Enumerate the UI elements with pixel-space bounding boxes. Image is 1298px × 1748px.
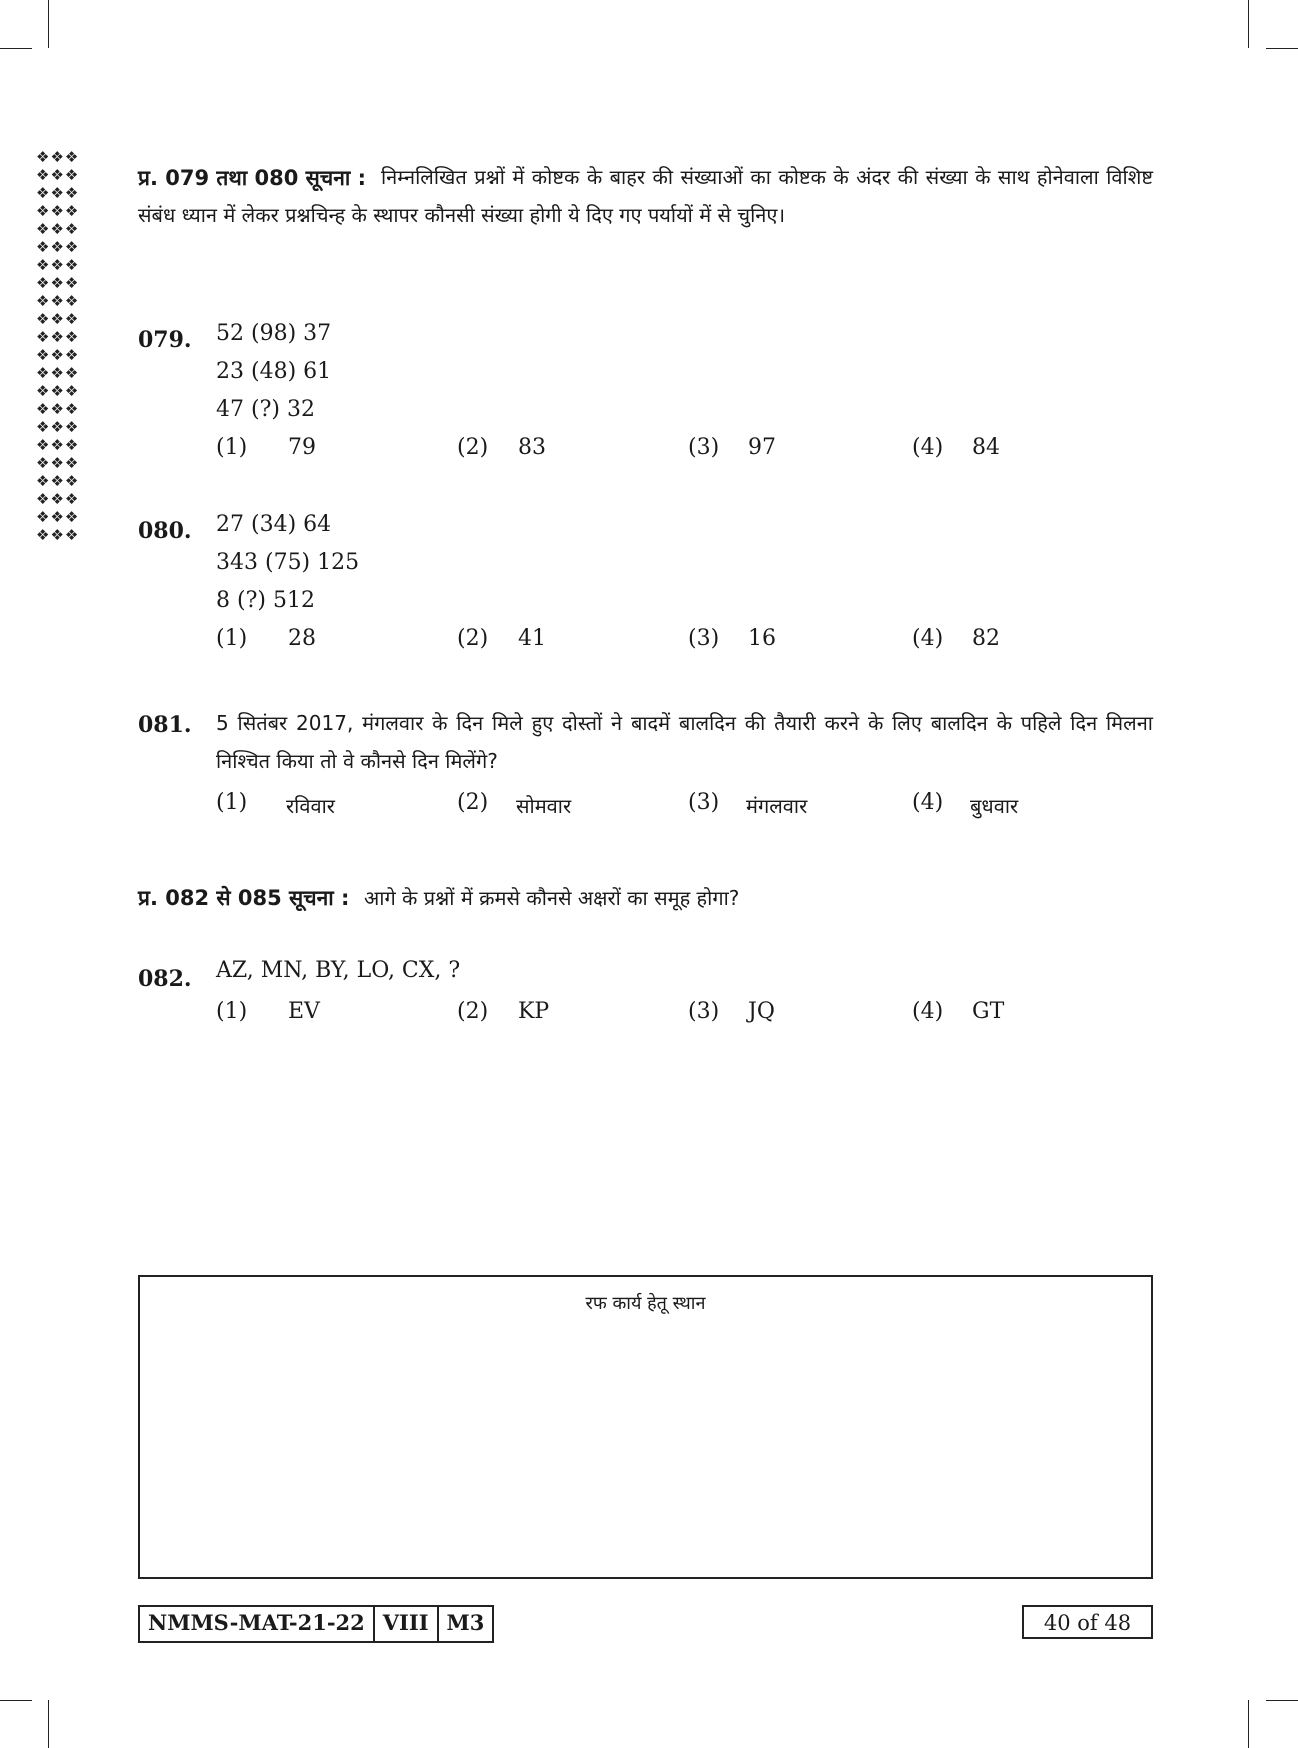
option-value: सोमवार xyxy=(516,794,572,818)
crop-mark xyxy=(1266,48,1298,49)
option-value: मंगलवार xyxy=(746,794,808,818)
option-value: 82 xyxy=(972,626,1000,651)
option-number: (2) xyxy=(457,435,489,460)
paper-code: NMMS-MAT-21-22 xyxy=(140,1607,375,1641)
question-number: 080. xyxy=(138,518,192,544)
option-number: (1) xyxy=(216,435,248,460)
note-body-text: आगे के प्रश्नों में क्रमसे कौनसे अक्षरों का समूह होगा? xyxy=(364,886,740,910)
option-number: (4) xyxy=(912,626,944,651)
note-body-text: निम्नलिखित प्रश्नों में कोष्टक के बाहर की संख्याओं का कोष्टक के अंदर की संख्या के साथ होनेवाला विशिष्ट संबंध ध्यान में लेकर प्रश्नचिन्ह के स्थापर कौनसी संख्या होगी ये दिए गए पर्यायों में से चुनिए। xyxy=(138,165,1153,227)
crop-mark xyxy=(1266,1700,1298,1701)
option-value: रविवार xyxy=(286,794,335,818)
crop-mark xyxy=(0,1700,32,1701)
rough-work-title: रफ कार्य हेतू स्थान xyxy=(585,1293,706,1314)
option-number: (1) xyxy=(216,790,248,815)
question-line: 8 (?) 512 xyxy=(216,588,315,613)
option-value: 83 xyxy=(518,435,546,460)
decorative-border: ❖❖❖ ❖❖❖ ❖❖❖ ❖❖❖ ❖❖❖ ❖❖❖ ❖❖❖ ❖❖❖ ❖❖❖ ❖❖❖ ❖❖❖ ❖❖❖ ❖❖❖ ❖❖❖ ❖❖❖ ❖❖❖ ❖❖❖ ❖❖❖ ❖❖❖ ❖❖❖ ❖❖❖ ❖❖❖ xyxy=(36,148,80,544)
option-number: (2) xyxy=(457,999,489,1024)
option-number: (3) xyxy=(688,435,720,460)
crop-mark xyxy=(1248,0,1249,48)
note-heading: प्र. 079 तथा 080 सूचना : xyxy=(138,166,367,190)
option-number: (4) xyxy=(912,790,944,815)
option-value: KP xyxy=(518,999,550,1024)
option-value: JQ xyxy=(748,999,775,1024)
note-heading: प्र. 082 से 085 सूचना : xyxy=(138,886,350,910)
footer-code-box xyxy=(138,1605,494,1643)
option-number: (1) xyxy=(216,626,248,651)
option-number: (3) xyxy=(688,626,720,651)
question-line: 343 (75) 125 xyxy=(216,550,360,575)
option-number: (4) xyxy=(912,435,944,460)
question-text: 5 सितंबर 2017, मंगलवार के दिन मिले हुए दोस्तों ने बादमें बालदिन की तैयारी करने के लिए बालदिन के पहिले दिन मिलना निश्चित किया तो वे कौनसे दिन मिलेंगे? xyxy=(216,711,1153,773)
medium-code: M3 xyxy=(446,1610,485,1635)
crop-mark xyxy=(1248,1700,1249,1748)
class-code: VIII xyxy=(375,1607,439,1641)
crop-mark xyxy=(48,1700,49,1748)
question-number: 081. xyxy=(138,712,192,738)
question-line: 52 (98) 37 xyxy=(216,321,332,346)
option-value: 97 xyxy=(748,435,776,460)
option-value: GT xyxy=(972,999,1005,1024)
option-value: 41 xyxy=(518,626,546,651)
question-line: 27 (34) 64 xyxy=(216,512,332,537)
option-value: EV xyxy=(288,999,320,1024)
crop-mark xyxy=(0,48,32,49)
option-number: (4) xyxy=(912,999,944,1024)
question-number: 079. xyxy=(138,327,192,353)
option-value: 79 xyxy=(288,435,316,460)
option-number: (3) xyxy=(688,999,720,1024)
crop-mark xyxy=(48,0,49,48)
option-value: 84 xyxy=(972,435,1000,460)
page-number: 40 of 48 xyxy=(1022,1605,1153,1639)
option-number: (2) xyxy=(457,626,489,651)
option-value: बुधवार xyxy=(970,794,1019,818)
question-line: 47 (?) 32 xyxy=(216,397,315,422)
note-body xyxy=(138,158,1153,234)
question-line: AZ, MN, BY, LO, CX, ? xyxy=(216,958,461,983)
question-number: 082. xyxy=(138,966,192,992)
option-number: (2) xyxy=(457,790,489,815)
rough-work-box xyxy=(138,1275,1153,1579)
option-value: 16 xyxy=(748,626,776,651)
question-line: 23 (48) 61 xyxy=(216,359,332,384)
option-value: 28 xyxy=(288,626,316,651)
option-number: (1) xyxy=(216,999,248,1024)
option-number: (3) xyxy=(688,790,720,815)
